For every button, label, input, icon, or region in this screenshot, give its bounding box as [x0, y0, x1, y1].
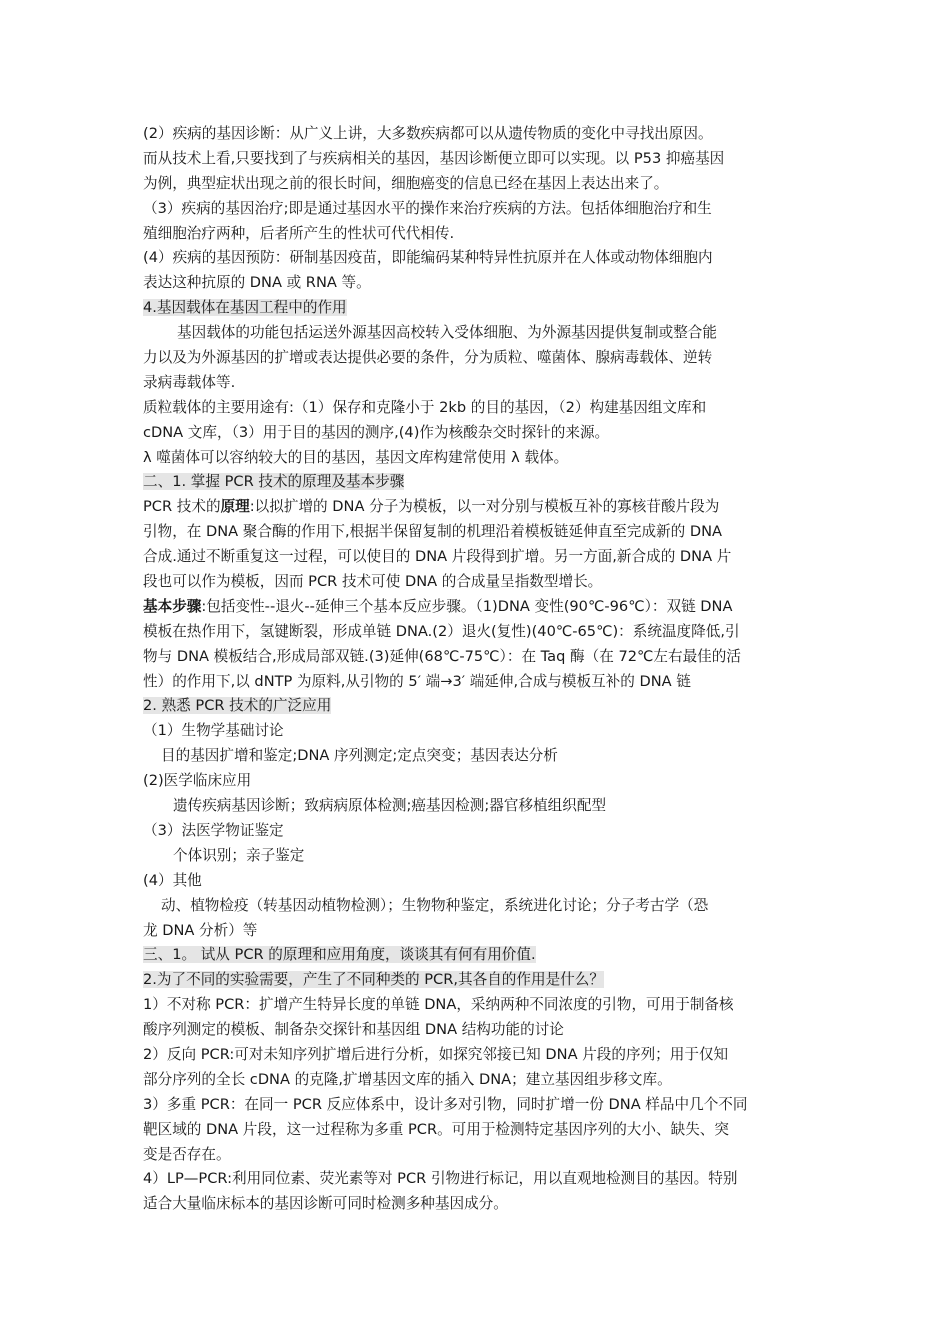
- text-line: [143, 1068, 809, 1093]
- line-content: [143, 175, 668, 192]
- line-text: 酸序列测定的模板、制备杂交探针和基因组 DNA 结构功能的讨论: [143, 1021, 564, 1039]
- line-text: 段也可以作为模板，因而 PCR 技术可使 DNA 的合成量呈指数型增长。: [143, 573, 603, 591]
- line-content: [143, 1146, 231, 1163]
- line-text: 目的基因扩增和鉴定;DNA 序列测定;定点突变；基因表达分析: [161, 747, 558, 765]
- text-line: [143, 147, 809, 172]
- line-text: 变是否存在。: [143, 1145, 231, 1163]
- line-text: 3）多重 PCR：在同一 PCR 反应体系中，设计多对引物，同时扩增一份 DNA 样品中几个不同: [143, 1095, 748, 1113]
- text-line: [143, 222, 809, 247]
- line-text: 2）反向 PCR:可对未知序列扩增后进行分析，如探究邻接已知 DNA 片段的序列；用于仅知: [143, 1045, 729, 1063]
- line-text: 部分序列的全长 cDNA 的克隆,扩增基因文库的插入 DNA；建立基因组步移文库。: [143, 1070, 672, 1088]
- highlighted-heading: [143, 697, 331, 714]
- text-line: [143, 1143, 809, 1168]
- line-text: 龙 DNA 分析）等: [143, 921, 258, 939]
- line-content: [143, 1195, 508, 1212]
- line-content: [143, 274, 371, 291]
- text-line: [143, 894, 809, 919]
- text-line: [143, 346, 809, 371]
- highlighted-heading: [143, 971, 604, 988]
- line-text: 殖细胞治疗两种，后者所产生的性状可代代相传.: [143, 224, 455, 242]
- line-content: [143, 374, 235, 391]
- section-heading-line: [143, 943, 809, 968]
- line-text: cDNA 文库，（3）用于目的基因的测序,(4)作为核酸杂交时探针的来源。: [143, 423, 610, 441]
- text-line: [143, 520, 809, 545]
- text-line: [143, 1118, 809, 1143]
- line-content: [143, 1096, 747, 1113]
- line-text: (4）其他: [143, 871, 202, 889]
- text-line: [143, 670, 809, 695]
- line-content: [143, 822, 284, 839]
- line-content: [143, 598, 732, 615]
- text-line: [143, 271, 809, 296]
- line-content: [177, 324, 717, 341]
- line-text: :包括变性--退火--延伸三个基本反应步骤。（1)DNA 变性(90℃-96℃）：双链 DNA: [201, 597, 733, 615]
- line-content: [143, 1021, 564, 1038]
- text-line: [143, 122, 809, 147]
- line-text: 质粒载体的主要用途有:（1）保存和克隆小于 2kb 的目的基因，（2）构建基因组文库和: [143, 398, 707, 416]
- line-content: [143, 498, 719, 515]
- line-content: [143, 648, 741, 665]
- line-content: [143, 1046, 728, 1063]
- highlighted-heading: [143, 946, 536, 963]
- line-content: [143, 623, 740, 640]
- line-text: （3）疾病的基因治疗;即是通过基因水平的操作来治疗疾病的方法。包括体细胞治疗和生: [143, 199, 712, 217]
- line-content: [143, 673, 691, 690]
- section-heading-line: [143, 694, 809, 719]
- section-heading-line: [143, 968, 809, 993]
- text-line: [143, 197, 809, 222]
- line-content: [143, 399, 706, 416]
- line-text: 4.基因载体在基因工程中的作用: [143, 299, 347, 317]
- text-line: [143, 421, 809, 446]
- line-content: [143, 150, 724, 167]
- line-content: [143, 249, 713, 266]
- line-text: :以拟扩增的 DNA 分子为模板，以一对分别与模板互补的寡核苷酸片段为: [249, 498, 720, 516]
- line-text: （1）生物学基础讨论: [143, 722, 284, 740]
- highlighted-heading: [143, 473, 404, 490]
- line-content: [143, 125, 713, 142]
- line-text: 二、1. 掌握 PCR 技术的原理及基本步骤: [143, 473, 405, 491]
- line-text: 性）的作用下,以 dNTP 为原料,从引物的 5′ 端→3′ 端延伸,合成与模板互补的 DNA 链: [143, 672, 691, 690]
- line-content: [143, 349, 712, 366]
- line-text: 2.为了不同的实验需要，产生了不同种类的 PCR,其各自的作用是什么？: [143, 971, 604, 989]
- line-text: 1）不对称 PCR：扩增产生特异长度的单链 DNA，采纳两种不同浓度的引物，可用于制备核: [143, 996, 734, 1014]
- line-text: 物与 DNA 模板结合,形成局部双链.(3)延伸(68℃-75℃）：在 Taq 酶（在 72℃左右最佳的活: [143, 647, 741, 665]
- line-text: 引物，在 DNA 聚合酶的作用下,根据半保留复制的机理沿着模板链延伸直至完成新的 DNA: [143, 523, 723, 541]
- line-content: [143, 872, 202, 889]
- text-line: [143, 919, 809, 944]
- text-line: [143, 570, 809, 595]
- line-text: 个体识别；亲子鉴定: [173, 846, 305, 864]
- text-line: [143, 595, 809, 620]
- line-text: （3）法医学物证鉴定: [143, 821, 284, 839]
- text-line: [143, 246, 809, 271]
- text-line: [143, 371, 809, 396]
- line-content: [143, 722, 284, 739]
- bold-term: 原理: [220, 498, 250, 516]
- line-text: 表达这种抗原的 DNA 或 RNA 等。: [143, 274, 371, 292]
- line-text: 合成.通过不断重复这一过程，可以使目的 DNA 片段得到扩增。另一方面,新合成的 DNA 片: [143, 548, 732, 566]
- bold-term: 基本步骤: [143, 597, 202, 615]
- highlighted-heading: [143, 299, 347, 316]
- line-content: [143, 424, 609, 441]
- text-line: [143, 744, 809, 769]
- line-text: 基因载体的功能包括运送外源基因高校转入受体细胞、为外源基因提供复制或整合能: [177, 324, 717, 342]
- line-content: [173, 847, 304, 864]
- line-content: [143, 200, 712, 217]
- line-text: 遗传疾病基因诊断；致病病原体检测;癌基因检测;器官移植组织配型: [173, 797, 607, 815]
- text-line: [143, 495, 809, 520]
- line-content: [143, 996, 734, 1013]
- line-text: 动、植物检疫（转基因动植物检测）；生物物种鉴定，系统进化讨论；分子考古学（恐: [161, 896, 709, 914]
- line-text: 录病毒载体等.: [143, 373, 236, 391]
- line-text: 2. 熟悉 PCR 技术的广泛应用: [143, 697, 332, 715]
- text-line: [143, 719, 809, 744]
- line-content: [143, 573, 602, 590]
- line-text: 靶区域的 DNA 片段，这一过程称为多重 PCR。可用于检测特定基因序列的大小、缺失、突: [143, 1120, 729, 1138]
- line-content: [143, 523, 722, 540]
- line-text: 模板在热作用下，氢键断裂，形成单链 DNA.(2）退火(复性)(40℃-65℃)：系统温度降低,引: [143, 622, 740, 640]
- section-heading-line: [143, 296, 809, 321]
- text-line: [143, 1018, 809, 1043]
- text-line: [143, 396, 809, 421]
- line-content: [173, 797, 606, 814]
- line-content: [143, 1121, 729, 1138]
- line-content: [143, 922, 257, 939]
- line-content: [143, 772, 251, 789]
- text-line: [143, 819, 809, 844]
- line-text: (2）疾病的基因诊断：从广义上讲，大多数疾病都可以从遗传物质的变化中寻找出原因。: [143, 125, 713, 142]
- text-line: [143, 620, 809, 645]
- line-text: 为例，典型症状出现之前的很长时间，细胞癌变的信息已经在基因上表达出来了。: [143, 174, 669, 192]
- section-heading-line: [143, 470, 809, 495]
- text-line: [143, 545, 809, 570]
- line-content: [143, 548, 731, 565]
- line-text: λ 噬菌体可以容纳较大的目的基因，基因文库构建常使用 λ 载体。: [143, 448, 569, 466]
- document-body: [143, 122, 809, 1217]
- line-content: [143, 1170, 737, 1187]
- line-content: [161, 897, 708, 914]
- text-line: [143, 1167, 809, 1192]
- line-content: [161, 747, 558, 764]
- line-text: 力以及为外源基因的扩增或表达提供必要的条件，分为质粒、噬菌体、腺病毒载体、逆转: [143, 349, 713, 367]
- line-content: [143, 225, 454, 242]
- text-line: [143, 993, 809, 1018]
- text-line: [143, 1043, 809, 1068]
- text-line: [143, 645, 809, 670]
- line-prefix: PCR 技术的: [143, 498, 221, 516]
- text-line: [143, 446, 809, 471]
- line-text: 而从技术上看,只要找到了与疾病相关的基因，基因诊断便立即可以实现。以 P53 抑癌基因: [143, 149, 725, 167]
- line-content: [143, 449, 568, 466]
- text-line: [143, 172, 809, 197]
- text-line: [143, 844, 809, 869]
- text-line: [143, 794, 809, 819]
- line-text: (4）疾病的基因预防：研制基因疫苗，即能编码某种特异性抗原并在人体或动物体细胞内: [143, 249, 713, 267]
- text-line: [143, 321, 809, 346]
- text-line: [143, 1093, 809, 1118]
- line-text: 适合大量临床标本的基因诊断可同时检测多种基因成分。: [143, 1195, 508, 1213]
- line-content: [143, 1071, 672, 1088]
- line-text: (2)医学临床应用: [143, 772, 252, 790]
- line-text: 三、1。 试从 PCR 的原理和应用角度，谈谈其有何有用价值.: [143, 946, 536, 964]
- text-line: [143, 769, 809, 794]
- text-line: [143, 1192, 809, 1217]
- text-line: [143, 869, 809, 894]
- line-text: 4）LP—PCR:利用同位素、荧光素等对 PCR 引物进行标记，用以直观地检测目的基因。特别: [143, 1170, 738, 1188]
